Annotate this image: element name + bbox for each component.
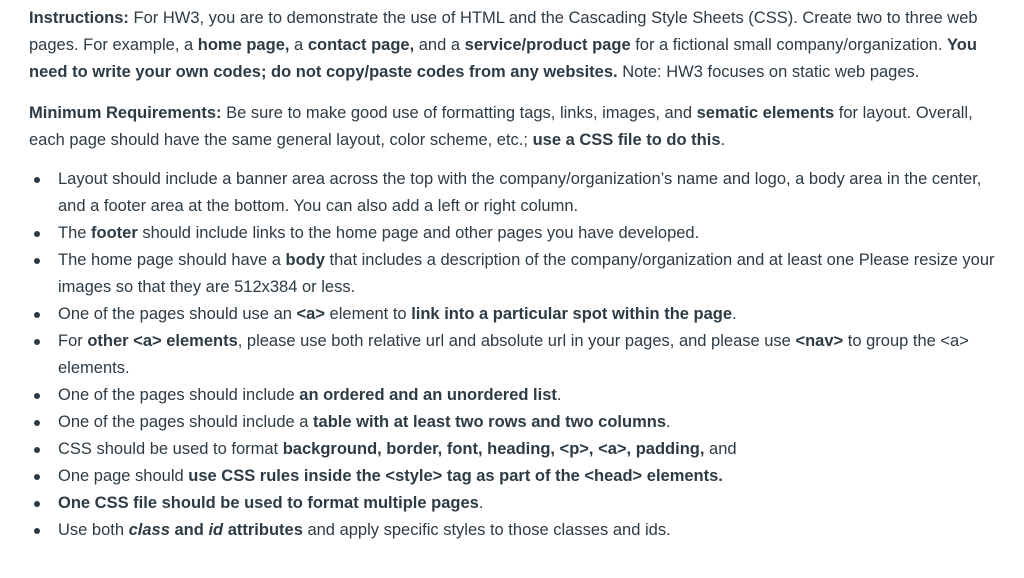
text-run: For HW3, you are to demonstrate the use of HTML and the Cascading Style Sheets (CSS). Create two to three web pages. For example, a — [29, 9, 978, 54]
text-run: . — [732, 305, 737, 323]
nav-emphasis: <nav> — [795, 332, 844, 350]
sematic-elements-emphasis: sematic elements — [696, 104, 835, 122]
list-item — [29, 436, 1012, 463]
text-run: Use both — [58, 521, 129, 539]
text-run: The — [58, 224, 92, 242]
one-css-emphasis: One CSS file should be used to format multiple pages — [58, 494, 479, 512]
body-emphasis: body — [285, 251, 325, 269]
list-item — [29, 517, 1012, 544]
list-item — [29, 220, 1012, 247]
list-item — [29, 382, 1012, 409]
class-italic: class — [128, 521, 170, 539]
text-run: Note: HW3 focuses on static web pages. — [617, 63, 920, 81]
lists-emphasis: an ordered and an unordered list — [299, 386, 557, 404]
own-codes-emphasis: You need to write your own codes; do not copy/paste codes from any websites. — [29, 36, 977, 81]
contact-page-emphasis: contact page, — [307, 36, 415, 54]
list-item — [29, 166, 1012, 220]
a-tag-emphasis: <a> — [296, 305, 325, 323]
css-file-emphasis: use a CSS file to do this — [532, 131, 721, 149]
text-run: , please use both relative url and absolute url in your pages, and please use — [237, 332, 796, 350]
class-keyword — [129, 521, 303, 539]
text-run: to group the <a> elements. — [58, 332, 969, 377]
service-page-emphasis: service/product page — [464, 36, 631, 54]
text-run: One of the pages should use an — [58, 305, 297, 323]
text-run: Be sure to make good use of formatting tags, links, images, and — [221, 104, 697, 122]
list-item — [29, 463, 1012, 490]
text-run: One of the pages should include a — [58, 413, 314, 431]
text-run: . — [556, 386, 562, 404]
list-item — [29, 490, 1012, 517]
and-word: and — [169, 521, 209, 539]
table-emphasis: table with at least two rows and two columns — [313, 413, 666, 431]
text-run: and apply specific styles to those classes and ids. — [302, 521, 671, 539]
text-run: for a fictional small company/organization. — [630, 36, 948, 54]
text-run: a — [289, 36, 308, 54]
text-run: . — [666, 413, 671, 431]
text-run: and a — [414, 36, 465, 54]
instructions-paragraph — [29, 5, 1012, 86]
other-a-emphasis: other <a> elements — [87, 332, 238, 350]
home-page-emphasis: home page, — [197, 36, 290, 54]
text-run: should include links to the home page and other pages you have developed. — [137, 224, 700, 242]
text-run: CSS should be used to format — [58, 440, 283, 458]
text-run: . — [720, 131, 726, 149]
minimum-requirements-paragraph — [29, 100, 1012, 154]
instructions-label: Instructions: — [29, 9, 129, 27]
requirements-list — [29, 166, 1012, 544]
list-item — [29, 409, 1012, 436]
list-item — [29, 301, 1012, 328]
text-run: element to — [324, 305, 412, 323]
text-run: Layout should include a banner area across the top with the company/organization’s name and logo, a body area in the center, and a footer area at the bottom. You can also add a left or right column. — [58, 170, 982, 215]
text-run: The home page should have a — [58, 251, 286, 269]
text-run: for layout. Overall, each page should have the same general layout, color scheme, etc.; — [29, 104, 973, 149]
text-run: One of the pages should include — [58, 386, 300, 404]
text-run: and — [704, 440, 737, 458]
text-run: One page should — [58, 467, 189, 485]
text-run: For — [58, 332, 88, 350]
footer-emphasis: footer — [91, 224, 138, 242]
list-item — [29, 328, 1012, 382]
style-rules-emphasis: use CSS rules inside the <style> tag as part of the <head> elements. — [188, 467, 723, 485]
css-properties-emphasis: background, border, font, heading, <p>, <a>, padding, — [282, 440, 705, 458]
attributes-word: attributes — [223, 521, 303, 539]
list-item — [29, 247, 1012, 301]
link-spot-emphasis: link into a particular spot within the page — [411, 305, 733, 323]
text-run: that includes a description of the company/organization and at least one Please resize your images so that they are 512x384 or less. — [58, 251, 995, 296]
id-italic: id — [208, 521, 224, 539]
text-run: . — [478, 494, 484, 512]
minimum-requirements-label: Minimum Requirements: — [29, 104, 222, 122]
